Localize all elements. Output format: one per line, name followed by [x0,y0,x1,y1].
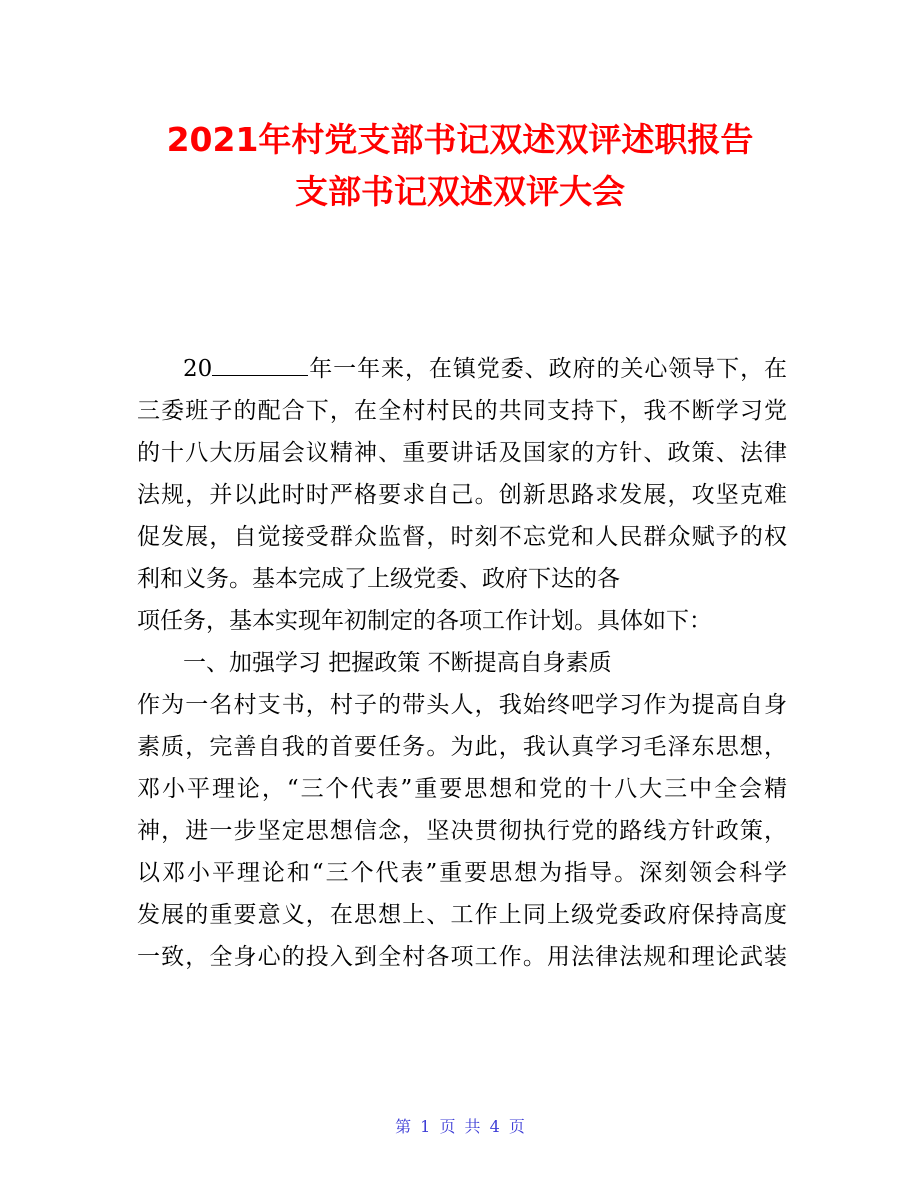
paragraph-line: 三委班子的配合下，在全村村民的共同支持下，我不断学习党 [137,398,787,424]
page-number: 第 1 页 共 4 页 [395,1117,525,1136]
document-subtitle: 支部书记双述双评大会 [295,172,625,211]
paragraph-line [137,348,787,390]
paragraph-line: 项任务，基本实现年初制定的各项工作计划。具体如下： [137,608,712,634]
paragraph-line: 的十八大历届会议精神、重要讲话及国家的方针、政策、法律 [137,440,787,466]
paragraph-line: 邓小平理论，“三个代表”重要思想和党的十八大三中全会精 [137,776,787,802]
paragraph-line: 素质，完善自我的首要任务。为此，我认真学习毛泽东思想， [137,734,787,760]
paragraph-line: 发展的重要意义，在思想上、工作上同上级党委政府保持高度 [137,902,787,928]
paragraph-line: 作为一名村支书，村子的带头人，我始终吧学习作为提高自身 [137,692,787,718]
document-body [137,348,787,978]
year-blank [212,355,308,376]
paragraph-line: 利和义务。基本完成了上级党委、政府下达的各 [137,566,620,592]
paragraph-line: 促发展，自觉接受群众监督，时刻不忘党和人民群众赋予的权 [137,524,787,550]
section-heading: 一、加强学习 把握政策 不断提高自身素质 [183,650,612,676]
paragraph-line: 法规，并以此时时严格要求自己。创新思路求发展，攻坚克难 [137,482,787,508]
paragraph-line: 以邓小平理论和“三个代表”重要思想为指导。深刻领会科学 [137,860,787,886]
paragraph-line: 神，进一步坚定思想信念，坚决贯彻执行党的路线方针政策， [137,818,787,844]
paragraph-text: 年一年来，在镇党委、政府的关心领导下，在 [308,356,787,382]
year-prefix: 20 [183,356,213,382]
paragraph-line: 一致，全身心的投入到全村各项工作。用法律法规和理论武装 [137,944,787,970]
document-title: 2021年村党支部书记双述双评述职报告 [166,120,754,159]
